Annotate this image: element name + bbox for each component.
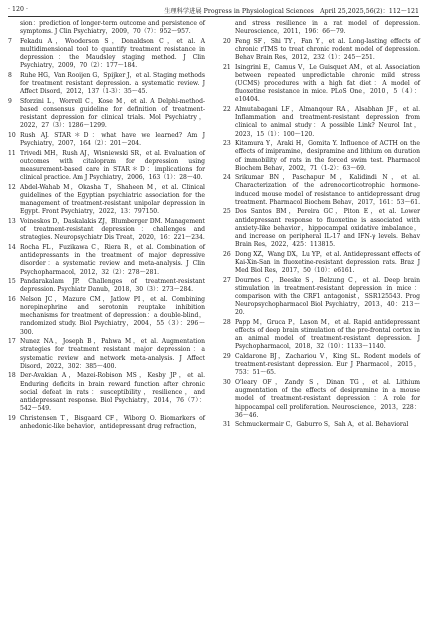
reference-text: Rush AJ. STAR＊D：what have we learned? Am J Psychiatry，2007，164（2）：201～204.: [20, 132, 205, 148]
reference-entry: [223, 64, 420, 105]
reference-entry: [223, 379, 420, 420]
reference-entry: [8, 184, 205, 217]
reference-number: 13: [8, 218, 16, 226]
reference-number: 29: [223, 353, 231, 361]
reference-entry: [8, 415, 205, 431]
reference-text: Rocha FL，Fuzikawa C，Riera R，et al. Combination of antidepressants in the treatment of major depressive disorder：a systematic review and meta-analysis. J Clin Psychopharmacol，2012，32（2）：278～281.: [20, 244, 205, 276]
reference-entry: [8, 296, 205, 337]
reference-text: Srikumar BN，Paschapur M，Kalidindi N，et al. Characterization of the adrenocorticotrophic hormone-induced mouse model of resistance to antidepressant drug treatment. Pharmacol Biochem Behav，2017，161：53～61.: [235, 174, 420, 206]
reference-text: Papp M，Gruca P，Lason M，et al. Rapid antidepressant effects of deep brain stimulation of the pre-frontal cortex in an animal model of treatment-resistant depression. J Psychopharmacol，2018，32（10）：1133～1140.: [235, 318, 420, 351]
page-number: · 120 ·: [8, 6, 29, 13]
reference-number: 19: [8, 414, 16, 422]
reference-number: 17: [8, 338, 16, 346]
reference-entry: [223, 277, 420, 318]
reference-entry: [223, 251, 420, 275]
reference-text: Christensen T，Bisgaard CF，Wiborg O. Biomarkers of anhedonic-like behavior，antidepressant drug refraction，: [20, 414, 205, 430]
reference-number: 25: [223, 208, 231, 216]
reference-text: Kitamura Y，Araki H，Gomita Y. Influence of ACTH on the effects of imipramine，desipramine and lithium on duration of immobility of rats in the forced swim test. Pharmacol Biochem Behav，2002，71（1-2）：63～69.: [235, 140, 420, 172]
reference-number: 9: [8, 97, 12, 105]
reference-text: Pandarakalam JP. Challenges of treatment-resistant depression. Psychiatr Danub，2018，30（3）：273～284.: [20, 278, 205, 294]
reference-text: Nelson JC，Mazure CM，Jatlow PI，et al. Combining norepinephrine and serotonin reuptake inhibition mechanisms for treatment of depression：a double-blind，randomized study. Biol Psychiatry，2004，55（3）：296～300.: [20, 296, 205, 336]
reference-entry: [223, 208, 420, 249]
reference-text: Der-Avakian A，Mazei-Robison MS，Kesby JP，et al. Enduring deficits in brain reward function after chronic social defeat in rats：susceptibility，resilience，and antidepressant response. Biol Psychiatry，2014，76（7）：542～549.: [20, 372, 205, 413]
reference-text: Nunez NA，Joseph B，Pahwa M，et al. Augmentation strategies for treatment resistant major depression：a systematic review and network meta-analysis. J Affect Disord，2022，302：385～400.: [20, 338, 205, 370]
reference-number: 7: [8, 37, 12, 45]
reference-text: Fekadu A，Wooderson S，Donaldson C，et al. A multidimensional tool to quantify treatment resistance in depression：the Maudsley staging method. J Clin Psychiatry，2009，70（2）：177～184.: [20, 37, 205, 70]
reference-number: 22: [223, 106, 231, 114]
reference-entry: [223, 421, 420, 429]
reference-number: 15: [8, 278, 16, 286]
reference-entry: [223, 174, 420, 207]
reference-entry: [8, 72, 205, 96]
reference-number: 12: [8, 183, 16, 191]
reference-text: Feng SF，Shi TY，Fan Y，et al. Long-lasting effects of chronic rTMS to treat chronic rodent model of depression. Behav Brain Res，2012，232（1）：245～251.: [235, 37, 420, 62]
reference-text: Schmuckermair C，Gaburro S，Sah A，et al. Behavioral: [235, 421, 409, 429]
reference-text: Dong XZ，Wang DX，Lu YP，et al. Antidepressant effects of Kai-Xin-San in fluoxetine-resistant depression rats. Braz J Med Biol Res，2017，50（10）：e6161.: [235, 250, 420, 275]
reference-text: Dournes C，Beeske S，Belzung C，et al. Deep brain stimulation in treatment-resistant depression in mice：comparison with the CRF1 antagonist，SSR125543. Prog Neuropsychopharmacol Biol Psychiatry，2013，40：213～20.: [235, 276, 420, 317]
reference-number: 14: [8, 244, 16, 252]
reference-entry: [223, 106, 420, 139]
reference-number: 23: [223, 140, 231, 148]
reference-entry: [8, 218, 205, 242]
reference-number: 10: [8, 132, 16, 140]
reference-entry: [8, 372, 205, 413]
reference-continuation: sion：prediction of longer-term outcome and persistence of symptoms. J Clin Psychiatry，2009，70（7）：952～957.: [20, 20, 205, 36]
reference-text: Almutabagani LF，Almanqour RA，Alsabhan JF，et al. Inflammation and treatment-resistant depression from clinical to animal study：A possible Link? Neurol Int，2023，15（1）：100～120.: [235, 106, 420, 138]
reference-text: Sforzini L，Worrell C，Kose M，et al. A Delphi-method-based consensus guideline for definition of treatment-resistant depression for clinical trials. Mol Psychiatry，2022，27（3）：1286～1299.: [20, 97, 205, 130]
reference-text: Dos Santos BM，Pereira GC，Piton E，et al. Lower antidepressant response to fluoxetine is associated with anxiety-like behavior，hippocampal oxidative imbalance，and increase on peripheral IL-17 and IFN-γ levels. Behav Brain Res，2022，425：113815.: [235, 208, 420, 249]
reference-entry: [223, 140, 420, 173]
reference-number: 24: [223, 174, 231, 182]
reference-number: 28: [223, 318, 231, 326]
reference-text: O'leary OF，Zandy S，Dinan TG，et al. Lithium augmentation of the effects of desipramine in a mouse model of treatment-resistant depression：A role for hippocampal cell proliferation. Neuroscience，2013，228：36～46.: [235, 379, 420, 419]
reference-text: Abdel-Wahab M，Okasha T，Shaheen M，et al. Clinical guidelines of the Egyptian psychiatric association for the management of treatment-resistant unipolar depression in Egypt. Front Psychiatry，2022，13：797150.: [20, 183, 205, 216]
reference-number: 21: [223, 63, 231, 71]
reference-entry: [223, 319, 420, 352]
reference-number: 18: [8, 372, 16, 380]
reference-number: 30: [223, 379, 231, 387]
reference-entry: [223, 38, 420, 62]
reference-number: 8: [8, 71, 12, 79]
reference-number: 31: [223, 421, 231, 429]
reference-entry: [8, 132, 205, 148]
reference-entry: [8, 244, 205, 277]
reference-number: 27: [223, 276, 231, 284]
right-column: [223, 20, 420, 431]
reference-number: 11: [8, 149, 16, 157]
reference-entry: [8, 278, 205, 294]
reference-text: Ruhe HG，Van Rooijen G，Spijker J，et al. Staging methods for treatment resistant depression. a systematic review. J Affect Disord，2012，137（1-3）：35～45.: [20, 71, 205, 96]
reference-text: Caldarone BJ，Zachariou V，King SL. Rodent models of treatment-resistant depression. Eur J Pharmacol，2015，753：51～65.: [235, 353, 420, 377]
reference-entry: [223, 353, 420, 377]
reference-entry: [8, 38, 205, 71]
reference-entry: [8, 98, 205, 131]
page-header: [0, 0, 427, 18]
reference-number: 16: [8, 296, 16, 303]
reference-text: Voineskos D，Daskalakis ZJ，Blumberger DM. Management of treatment-resistant depression：challenges and strategies. Neuropsychiatr Dis Treat，2020，16：221～234.: [20, 218, 205, 242]
reference-entry: [8, 150, 205, 183]
reference-text: Isingrini E，Camus V，Le Guisquet AM，et al. Association between repeated unpredictable chronic mild stress (UCMS) procedures with a high fat diet：A model of fluoxetine resistance in mice. PLoS One，2010，5（4）：e10404.: [235, 63, 420, 104]
header-rule: [8, 16, 419, 17]
reference-continuation: and stress resilience in a rat model of depression. Neuroscience，2011，196：66～79.: [235, 20, 420, 36]
left-column: [8, 20, 205, 433]
reference-text: Trivedi MH，Rush AJ，Wisniewski SR，et al. Evaluation of outcomes with citalopram for depression using measurement-based care in STAR＊D：implications for clinical practice. Am J Psychiatry，2006，163（1）：28～40.: [20, 149, 205, 182]
reference-number: 20: [223, 37, 231, 45]
reference-number: 26: [223, 250, 231, 258]
reference-entry: [8, 338, 205, 371]
journal-running-title: 生理科学进展 Progress in Physiological Sciences April 25,2025,56(2)：112～121: [164, 8, 419, 15]
